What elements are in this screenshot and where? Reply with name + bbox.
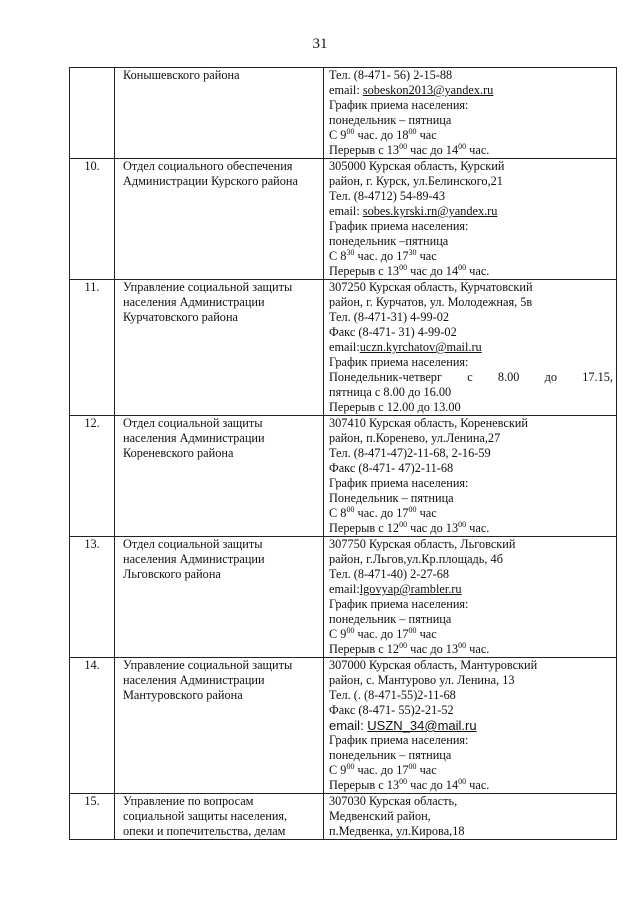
organization-cell xyxy=(115,68,324,159)
organization-name-line: Отдел социальной защиты xyxy=(123,416,263,430)
social-protection-table xyxy=(69,67,617,840)
schedule-friday: пятница с 8.00 до 16.00 xyxy=(329,385,452,399)
break-hours: Перерыв с 12.00 до 13.00 xyxy=(329,400,461,414)
organization-name-line: населения Администрации xyxy=(123,295,265,309)
address-line: район, с. Мантурово ул. Ленина, 13 xyxy=(329,673,515,687)
email-line xyxy=(329,204,613,219)
organization-cell xyxy=(115,658,324,794)
schedule-days: понедельник –пятница xyxy=(329,234,449,248)
break-end-minutes: 00 xyxy=(458,520,467,529)
break-end-minutes: 00 xyxy=(458,263,467,272)
table-row xyxy=(70,159,617,280)
email-prefix: email: xyxy=(329,340,360,354)
working-hours-suffix: час xyxy=(416,249,437,263)
schedule-title: График приема населения: xyxy=(329,219,469,233)
email-line xyxy=(329,83,613,98)
organization-name-line: Мантуровского района xyxy=(123,688,243,702)
working-hours xyxy=(329,763,613,778)
working-hours-end-minutes: 00 xyxy=(408,505,417,514)
organization-cell xyxy=(115,416,324,537)
break-start-minutes: 00 xyxy=(399,263,408,272)
schedule-title: График приема населения: xyxy=(329,476,469,490)
working-hours-start-minutes: 00 xyxy=(346,127,355,136)
break-start: Перерыв с 13 xyxy=(329,778,400,792)
table-row xyxy=(70,416,617,537)
email-line xyxy=(329,718,613,733)
break-end-minutes: 00 xyxy=(458,777,467,786)
break-start: Перерыв с 13 xyxy=(329,264,400,278)
fax-line: Факс (8-471- 47)2-11-68 xyxy=(329,461,454,475)
working-hours-suffix: час xyxy=(416,506,437,520)
break-hours xyxy=(329,521,613,536)
working-hours-middle: час. до 18 xyxy=(354,128,409,142)
break-start-minutes: 00 xyxy=(399,641,408,650)
row-number xyxy=(70,68,115,159)
phone-line: Тел. (. (8-471-55)2-11-68 xyxy=(329,688,456,702)
organization-cell xyxy=(115,794,324,840)
row-number: 15. xyxy=(70,794,115,840)
working-hours-middle: час. до 17 xyxy=(354,506,409,520)
working-hours-middle: час. до 17 xyxy=(354,627,409,641)
row-number: 11. xyxy=(70,280,115,416)
address-line: 307000 Курская область, Мантуровский xyxy=(329,658,538,672)
schedule-title: График приема населения: xyxy=(329,597,469,611)
address-line: район, г. Курчатов, ул. Молодежная, 5в xyxy=(329,295,533,309)
working-hours-suffix: час xyxy=(416,763,437,777)
address-line: 307750 Курская область, Льговский xyxy=(329,537,516,551)
email-link[interactable]: sobeskon2013@yandex.ru xyxy=(362,83,494,97)
break-hours xyxy=(329,778,613,793)
table-row xyxy=(70,794,617,840)
working-hours-start-minutes: 00 xyxy=(346,626,355,635)
email-prefix: email: xyxy=(329,204,363,218)
phone-line: Тел. (8-471-31) 4-99-02 xyxy=(329,310,450,324)
email-line xyxy=(329,582,613,597)
schedule-days: понедельник – пятница xyxy=(329,612,452,626)
address-line: район, г.Льгов,ул.Кр.площадь, 4б xyxy=(329,552,503,566)
break-hours xyxy=(329,642,613,657)
table-row xyxy=(70,658,617,794)
phone-line: Тел. (8-471- 56) 2-15-88 xyxy=(329,68,453,82)
phone-line: Тел. (8-4712) 54-89-43 xyxy=(329,189,445,203)
organization-name-line: населения Администрации xyxy=(123,552,265,566)
organization-cell xyxy=(115,537,324,658)
email-prefix: email: xyxy=(329,582,360,596)
break-start: Перерыв с 12 xyxy=(329,642,400,656)
organization-name-line: Управление социальной защиты xyxy=(123,658,293,672)
break-start-minutes: 00 xyxy=(399,777,408,786)
fax-line: Факс (8-471- 55)2-21-52 xyxy=(329,703,454,717)
schedule-title: График приема населения: xyxy=(329,733,469,747)
working-hours xyxy=(329,249,613,264)
address-line: п.Медвенка, ул.Кирова,18 xyxy=(329,824,465,838)
page-number: 31 xyxy=(312,36,328,52)
address-line: Медвенский район, xyxy=(329,809,431,823)
organization-name-line: Отдел социальной защиты xyxy=(123,537,263,551)
table-row xyxy=(70,280,617,416)
address-line: 307410 Курская область, Кореневский xyxy=(329,416,528,430)
break-start-minutes: 00 xyxy=(399,520,408,529)
row-number: 14. xyxy=(70,658,115,794)
email-link[interactable]: uczn.kyrchatov@mail.ru xyxy=(359,340,482,354)
address-line: район, г. Курск, ул.Белинского,21 xyxy=(329,174,503,188)
break-start-minutes: 00 xyxy=(399,142,408,151)
working-hours-end-minutes: 00 xyxy=(408,762,417,771)
email-link[interactable]: lgovyap@rambler.ru xyxy=(359,582,462,596)
fax-line: Факс (8-471- 31) 4-99-02 xyxy=(329,325,457,339)
contact-cell xyxy=(324,280,617,416)
working-hours xyxy=(329,627,613,642)
working-hours-suffix: час xyxy=(416,128,437,142)
working-hours-start: С 9 xyxy=(329,128,347,142)
organization-name-line: Управление по вопросам xyxy=(123,794,254,808)
contact-cell xyxy=(324,537,617,658)
schedule-days: понедельник – пятница xyxy=(329,748,452,762)
contact-cell xyxy=(324,159,617,280)
organization-cell xyxy=(115,280,324,416)
organization-name-line: Кореневского района xyxy=(123,446,234,460)
break-hours xyxy=(329,143,613,158)
working-hours-start: С 9 xyxy=(329,763,347,777)
contact-cell xyxy=(324,416,617,537)
table-row xyxy=(70,537,617,658)
break-middle: час до 13 xyxy=(407,642,459,656)
working-hours-end-minutes: 00 xyxy=(408,127,417,136)
organization-name-line: населения Администрации xyxy=(123,431,265,445)
table-row xyxy=(70,68,617,159)
break-middle: час до 14 xyxy=(407,264,459,278)
organization-name-line: Льговского района xyxy=(123,567,221,581)
working-hours-end-minutes: 30 xyxy=(408,248,417,257)
email-link[interactable]: USZN_34@mail.ru xyxy=(367,718,477,733)
working-hours-start-minutes: 00 xyxy=(346,505,355,514)
working-hours-end-minutes: 00 xyxy=(408,626,417,635)
organization-name-line: Отдел социального обеспечения xyxy=(123,159,293,173)
break-end-minutes: 00 xyxy=(458,641,467,650)
address-line: район, п.Коренево, ул.Ленина,27 xyxy=(329,431,501,445)
break-hours xyxy=(329,264,613,279)
break-middle: час до 14 xyxy=(407,778,459,792)
working-hours-start-minutes: 00 xyxy=(346,762,355,771)
break-middle: час до 13 xyxy=(407,521,459,535)
break-suffix: час. xyxy=(466,143,490,157)
schedule-days: Понедельник – пятница xyxy=(329,491,454,505)
working-hours xyxy=(329,128,613,143)
break-suffix: час. xyxy=(466,521,490,535)
working-hours-start: С 9 xyxy=(329,627,347,641)
schedule-title: График приема населения: xyxy=(329,98,469,112)
phone-line: Тел. (8-471-40) 2-27-68 xyxy=(329,567,450,581)
break-suffix: час. xyxy=(466,642,490,656)
organization-name-line: опеки и попечительства, делам xyxy=(123,824,286,838)
working-hours-middle: час. до 17 xyxy=(354,249,409,263)
break-suffix: час. xyxy=(466,778,490,792)
email-prefix: email: xyxy=(329,83,363,97)
schedule-days: понедельник – пятница xyxy=(329,113,452,127)
break-middle: час до 14 xyxy=(407,143,459,157)
address-line: 307030 Курская область, xyxy=(329,794,458,808)
email-prefix: email: xyxy=(329,718,368,733)
working-hours-suffix: час xyxy=(416,627,437,641)
organization-cell xyxy=(115,159,324,280)
address-line: 305000 Курская область, Курский xyxy=(329,159,505,173)
organization-name-line: населения Администрации xyxy=(123,673,265,687)
schedule-title: График приема населения: xyxy=(329,355,469,369)
working-hours-start-minutes: 30 xyxy=(346,248,355,257)
organization-name-line: Управление социальной защиты xyxy=(123,280,293,294)
contact-cell xyxy=(324,68,617,159)
row-number: 13. xyxy=(70,537,115,658)
contact-cell xyxy=(324,658,617,794)
address-line: 307250 Курская область, Курчатовский xyxy=(329,280,533,294)
row-number: 12. xyxy=(70,416,115,537)
working-hours-start: С 8 xyxy=(329,506,347,520)
working-hours-middle: час. до 17 xyxy=(354,763,409,777)
contact-cell xyxy=(324,794,617,840)
break-start: Перерыв с 13 xyxy=(329,143,400,157)
break-end-minutes: 00 xyxy=(458,142,467,151)
organization-name-line: социальной защиты населения, xyxy=(123,809,288,823)
organization-name-line: Курчатовского района xyxy=(123,310,238,324)
email-link[interactable]: sobes.kyrski.rn@yandex.ru xyxy=(362,204,498,218)
phone-line: Тел. (8-471-47)2-11-68, 2-16-59 xyxy=(329,446,491,460)
working-hours-start: С 8 xyxy=(329,249,347,263)
working-hours xyxy=(329,506,613,521)
organization-name-line: Конышевского района xyxy=(123,68,240,82)
break-start: Перерыв с 12 xyxy=(329,521,400,535)
break-suffix: час. xyxy=(466,264,490,278)
email-line xyxy=(329,340,613,355)
row-number: 10. xyxy=(70,159,115,280)
schedule-days: Понедельник-четверг с 8.00 до 17.15, xyxy=(329,370,613,384)
organization-name-line: Администрации Курского района xyxy=(123,174,298,188)
